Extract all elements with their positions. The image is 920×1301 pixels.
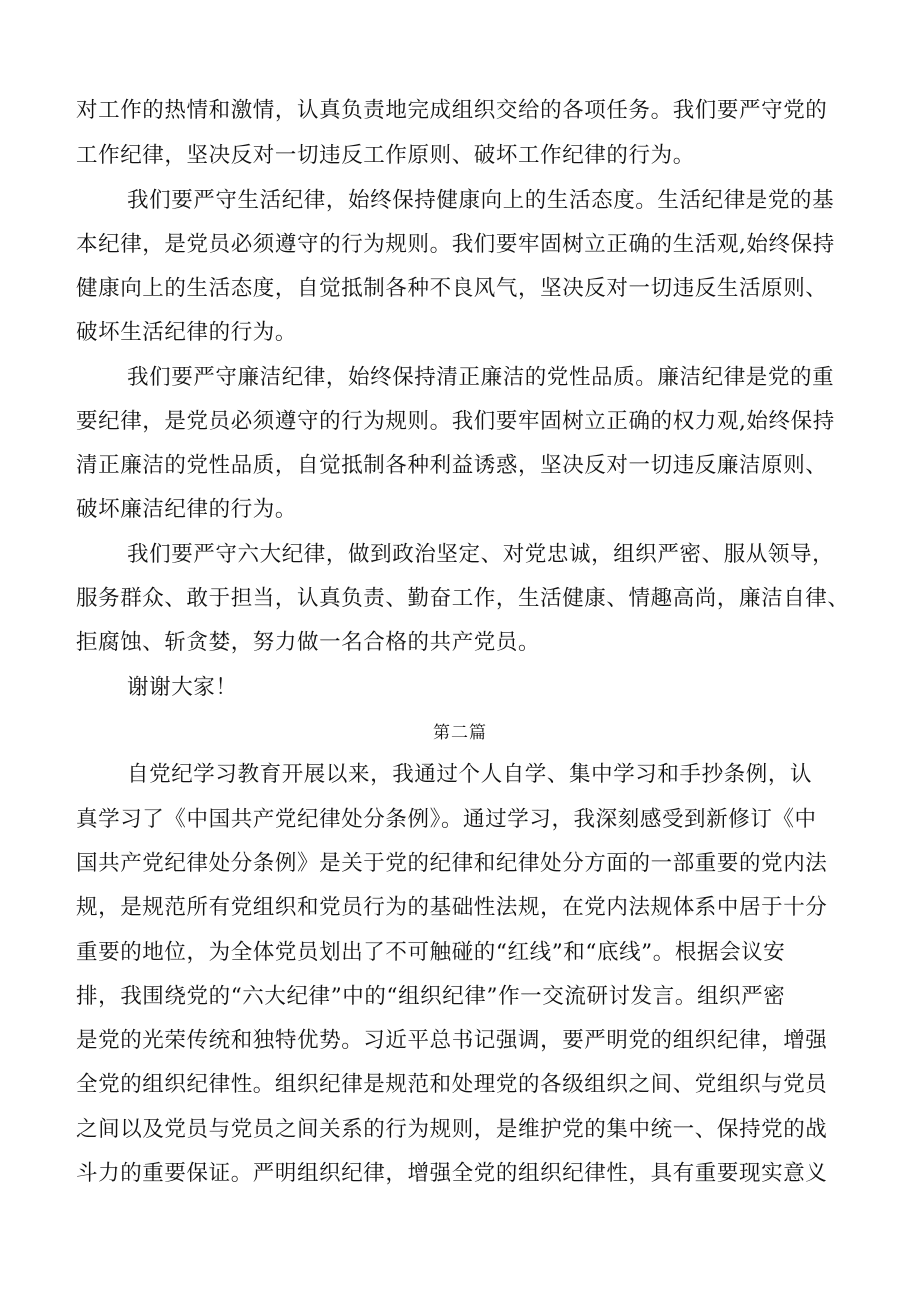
paragraph-line: 之间以及党员与党员之间关系的行为规则，是维护党的集中统一、保持党的战 bbox=[76, 1117, 828, 1142]
paragraph-line: 服务群众、敢于担当，认真负责、勤奋工作，生活健康、情趣高尚，廉洁自律、 bbox=[76, 586, 850, 611]
paragraph-line: 破坏生活纪律的行为。 bbox=[76, 320, 298, 345]
paragraph-line: 规，是规范所有党组织和党员行为的基础性法规，在党内法规体系中居于十分 bbox=[76, 895, 828, 920]
paragraph-line: 清正廉洁的党性品质，自觉抵制各种利益诱惑，坚决反对一切违反廉洁原则、 bbox=[76, 453, 828, 478]
paragraph-line: 自党纪学习教育开展以来，我通过个人自学、集中学习和手抄条例，认 bbox=[127, 762, 813, 787]
paragraph-line: 是党的光荣传统和独特优势。习近平总书记强调，要严明党的组织纪律，增强 bbox=[76, 1028, 828, 1053]
paragraph-line: 工作纪律，坚决反对一切违反工作原则、破坏工作纪律的行为。 bbox=[76, 143, 695, 168]
paragraph-line: 我们要严守六大纪律，做到政治坚定、对党忠诚，组织严密、服从领导， bbox=[127, 542, 835, 567]
paragraph-line: 斗力的重要保证。严明组织纪律，增强全党的组织纪律性，具有重要现实意义 bbox=[76, 1161, 828, 1186]
paragraph-line: 破坏廉洁纪律的行为。 bbox=[76, 497, 298, 522]
paragraph-line: 重要的地位，为全体党员划出了不可触碰的“红线”和“底线”。根据会议安 bbox=[76, 940, 786, 965]
closing-line: 谢谢大家！ bbox=[127, 675, 238, 700]
paragraph-line: 我们要严守廉洁纪律，始终保持清正廉洁的党性品质。廉洁纪律是党的重 bbox=[127, 365, 835, 390]
paragraph-line: 排，我围绕党的“六大纪律”中的“组织纪律”作一交流研讨发言。组织严密 bbox=[76, 984, 786, 1009]
paragraph-line: 要纪律，是党员必须遵守的行为规则。我们要牢固树立正确的权力观,始终保持 bbox=[76, 409, 835, 434]
paragraph-line: 对工作的热情和激情，认真负责地完成组织交给的各项任务。我们要严守党的 bbox=[76, 98, 828, 123]
paragraph-line: 全党的组织纪律性。组织纪律是规范和处理党的各级组织之间、党组织与党员 bbox=[76, 1072, 828, 1097]
paragraph-line: 我们要严守生活纪律，始终保持健康向上的生活态度。生活纪律是党的基 bbox=[127, 188, 835, 213]
paragraph-line: 健康向上的生活态度，自觉抵制各种不良风气，坚决反对一切违反生活原则、 bbox=[76, 276, 828, 301]
section-heading: 第二篇 bbox=[433, 723, 487, 743]
paragraph-line: 国共产党纪律处分条例》是关于党的纪律和纪律处分方面的一部重要的党内法 bbox=[76, 851, 828, 876]
paragraph-line: 拒腐蚀、斩贪婪，努力做一名合格的共产党员。 bbox=[76, 630, 541, 655]
paragraph-line: 本纪律，是党员必须遵守的行为规则。我们要牢固树立正确的生活观,始终保持 bbox=[76, 232, 835, 257]
paragraph-line: 真学习了《中国共产党纪律处分条例》。通过学习，我深刻感受到新修订《中 bbox=[76, 807, 817, 832]
